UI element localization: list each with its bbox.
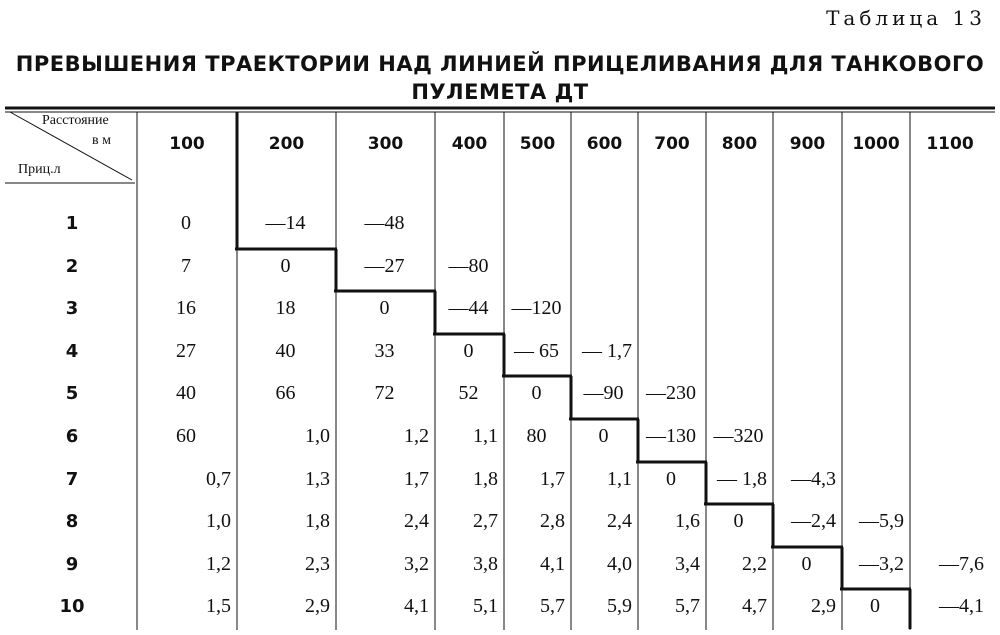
table-cell: 66 (275, 382, 296, 404)
table-cell: —7,6 (939, 553, 984, 575)
table-cell: —230 (646, 382, 696, 404)
row-header-sight: 10 (59, 596, 85, 617)
table-cell: —90 (583, 382, 624, 404)
column-header-distance: 100 (169, 134, 205, 154)
row-header-sight: 3 (65, 298, 79, 319)
table-cell: 52 (458, 382, 479, 404)
table-cell: 0 (733, 510, 744, 532)
column-header-distance: 300 (367, 134, 404, 154)
column-header-distance: 500 (519, 134, 556, 154)
table-cell: 1,7 (404, 468, 429, 490)
table-cell: —3,2 (859, 553, 904, 575)
table-cell: 1,8 (473, 468, 498, 490)
table-cell: 1,6 (675, 510, 700, 532)
table-cell: 27 (176, 340, 196, 362)
table-cell: —120 (511, 297, 562, 319)
table-cell: 1,0 (305, 425, 330, 447)
table-cell: 1,8 (305, 510, 330, 532)
row-header-sight: 7 (65, 469, 79, 490)
column-header-distance: 600 (586, 134, 623, 154)
table-cell: —80 (448, 255, 489, 277)
table-title-line-2: ПУЛЕМЕТА ДТ (411, 80, 589, 104)
table-cell: 80 (526, 425, 547, 447)
row-header-sight: 4 (65, 341, 79, 362)
column-header-distance: 1100 (926, 134, 974, 154)
table-cell: —2,4 (791, 510, 836, 532)
table-cell: 2,8 (540, 510, 565, 532)
table-cell: 4,1 (540, 553, 565, 575)
table-cell: 1,5 (206, 595, 231, 617)
corner-sight-label: Приц.л (18, 162, 61, 177)
column-header-distance: 800 (721, 134, 758, 154)
row-header-sight: 5 (65, 383, 79, 404)
table-cell: 2,3 (305, 553, 330, 575)
table-cell: —4,1 (939, 595, 984, 617)
table-cell: — 1,8 (717, 468, 767, 490)
table-cell: 2,2 (742, 553, 767, 575)
table-cell: 0 (463, 340, 474, 362)
table-cell: —5,9 (859, 510, 904, 532)
table-cell: 3,8 (473, 553, 498, 575)
table-cell: 0 (379, 297, 390, 319)
row-header-sight: 2 (65, 256, 79, 277)
table-cell: 2,9 (305, 595, 330, 617)
row-header-sight: 6 (65, 426, 79, 447)
table-cell: 1,2 (206, 553, 231, 575)
table-cell: 40 (275, 340, 296, 362)
table-cell: — 1,7 (582, 340, 632, 362)
column-header-distance: 400 (451, 134, 488, 154)
column-header-distance: 900 (789, 134, 826, 154)
table-cell: 72 (374, 382, 395, 404)
table-cell: 2,9 (811, 595, 836, 617)
table-cell: 1,1 (473, 425, 498, 447)
table-cell: 0 (801, 553, 812, 575)
table-cell: 1,7 (540, 468, 565, 490)
table-cell: 3,4 (675, 553, 700, 575)
table-cell: 4,0 (607, 553, 632, 575)
table-cell: 0 (531, 382, 542, 404)
row-header-sight: 8 (65, 511, 79, 532)
table-cell: —44 (448, 297, 489, 319)
table-cell: 5,7 (675, 595, 700, 617)
column-header-distance: 700 (654, 134, 690, 154)
table-cell: 3,2 (404, 553, 429, 575)
table-title-line-1: ПРЕВЫШЕНИЯ ТРАЕКТОРИИ НАД ЛИНИЕЙ ПРИЦЕЛИВАНИЯ ДЛЯ ТАНКОВОГО (15, 52, 985, 76)
table-cell: 0 (598, 425, 609, 447)
table-cell: 2,4 (607, 510, 632, 532)
table-cell: —27 (364, 255, 405, 277)
table-cell: 0 (181, 212, 191, 234)
table-cell: 0,7 (206, 468, 231, 490)
table-cell: 2,7 (473, 510, 498, 532)
table-cell: —48 (364, 212, 405, 234)
table-cell: 0 (666, 468, 676, 490)
column-header-distance: 200 (268, 134, 305, 154)
table-cell: 2,4 (404, 510, 429, 532)
table-cell: 5,7 (540, 595, 565, 617)
column-header-distance: 1000 (852, 134, 900, 154)
table-cell: — 65 (514, 340, 559, 362)
table-cell: 5,1 (473, 595, 498, 617)
table-cell: —320 (713, 425, 764, 447)
table-cell: 0 (280, 255, 291, 277)
table-cell: 16 (176, 297, 196, 319)
table-cell: 7 (181, 255, 191, 277)
table-cell: 4,1 (404, 595, 429, 617)
table-cell: 33 (374, 340, 395, 362)
table-cell: 60 (176, 425, 196, 447)
table-number: Таблица 13 (826, 6, 986, 30)
corner-distance-label: Расстояние (42, 113, 109, 128)
table-cell: 1,2 (404, 425, 429, 447)
table-cell: 1,0 (206, 510, 231, 532)
corner-unit-label: в м (92, 133, 111, 148)
table-cell: 0 (870, 595, 880, 617)
table-cell: 18 (275, 297, 296, 319)
table-cell: —130 (646, 425, 696, 447)
table-cell: 5,9 (607, 595, 632, 617)
row-header-sight: 9 (65, 554, 79, 575)
table-cell: —4,3 (791, 468, 836, 490)
table-cell: 1,1 (607, 468, 632, 490)
table-cell: 1,3 (305, 468, 330, 490)
table-cell: 4,7 (742, 595, 767, 617)
table-cell: —14 (265, 212, 306, 234)
table-cell: 40 (176, 382, 196, 404)
row-header-sight: 1 (65, 213, 79, 234)
